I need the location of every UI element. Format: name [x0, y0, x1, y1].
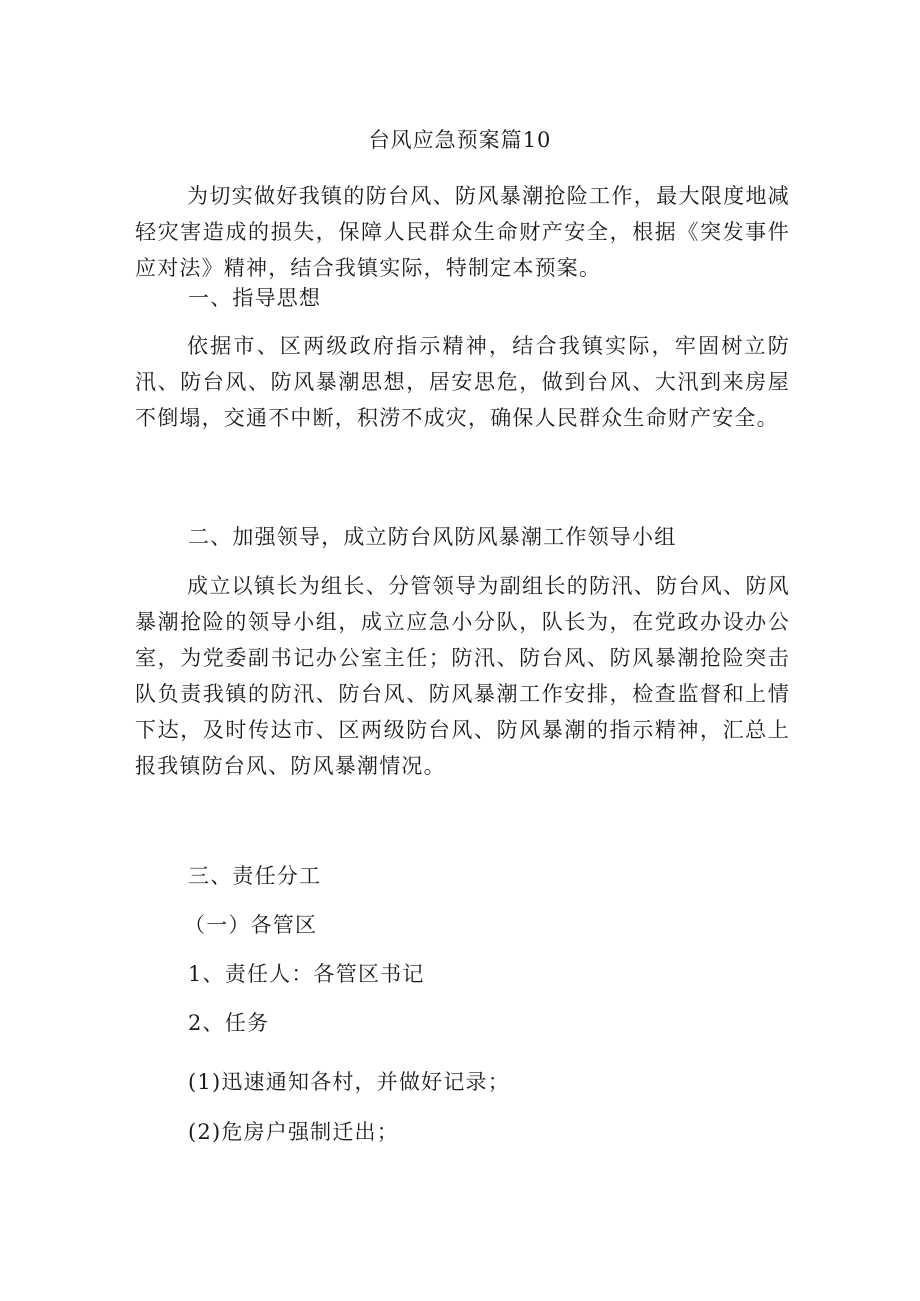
section-2-heading: 二、加强领导，成立防台风防风暴潮工作领导小组 [188, 525, 677, 549]
item-1: 1、责任人：各管区书记 [188, 962, 425, 986]
task-2: (2)危房户强制迁出； [188, 1120, 399, 1144]
section-1-container [135, 328, 790, 453]
section-2-paragraph: 成立以镇长为组长、分管领导为副组长的防汛、防台风、防风暴潮抢险的领导小组，成立应急小分队，队长为，在党政办设办公室，为党委副书记办公室主任；防汛、防台风、防风暴潮抢险突击队负责我镇的防汛、防台风、防风暴潮工作安排，检查监督和上情下达，及时传达市、区两级防台风、防风暴潮的指示精神，汇总上报我镇防台风、防风暴潮情况。 [135, 574, 790, 778]
subsection-1-heading: （一）各管区 [184, 913, 318, 937]
intro-paragraph: 为切实做好我镇的防台风、防风暴潮抢险工作，最大限度地减轻灾害造成的损失，保障人民群众生命财产安全，根据《突发事件应对法》精神，结合我镇实际，特制定本预案。 [135, 184, 790, 280]
section-2-container [135, 568, 790, 801]
section-3-heading: 三、责任分工 [188, 864, 322, 888]
document-title: 台风应急预案篇10 [368, 128, 552, 152]
section-1-paragraph: 依据市、区两级政府指示精神，结合我镇实际，牢固树立防汛、防台风、防风暴潮思想，居安思危，做到台风、大汛到来房屋不倒塌，交通不中断，积涝不成灾，确保人民群众生命财产安全。 [135, 334, 790, 430]
section-1-heading: 一、指导思想 [188, 286, 322, 310]
task-1: (1)迅速通知各村，并做好记录； [188, 1070, 510, 1094]
item-2: 2、任务 [188, 1011, 270, 1035]
